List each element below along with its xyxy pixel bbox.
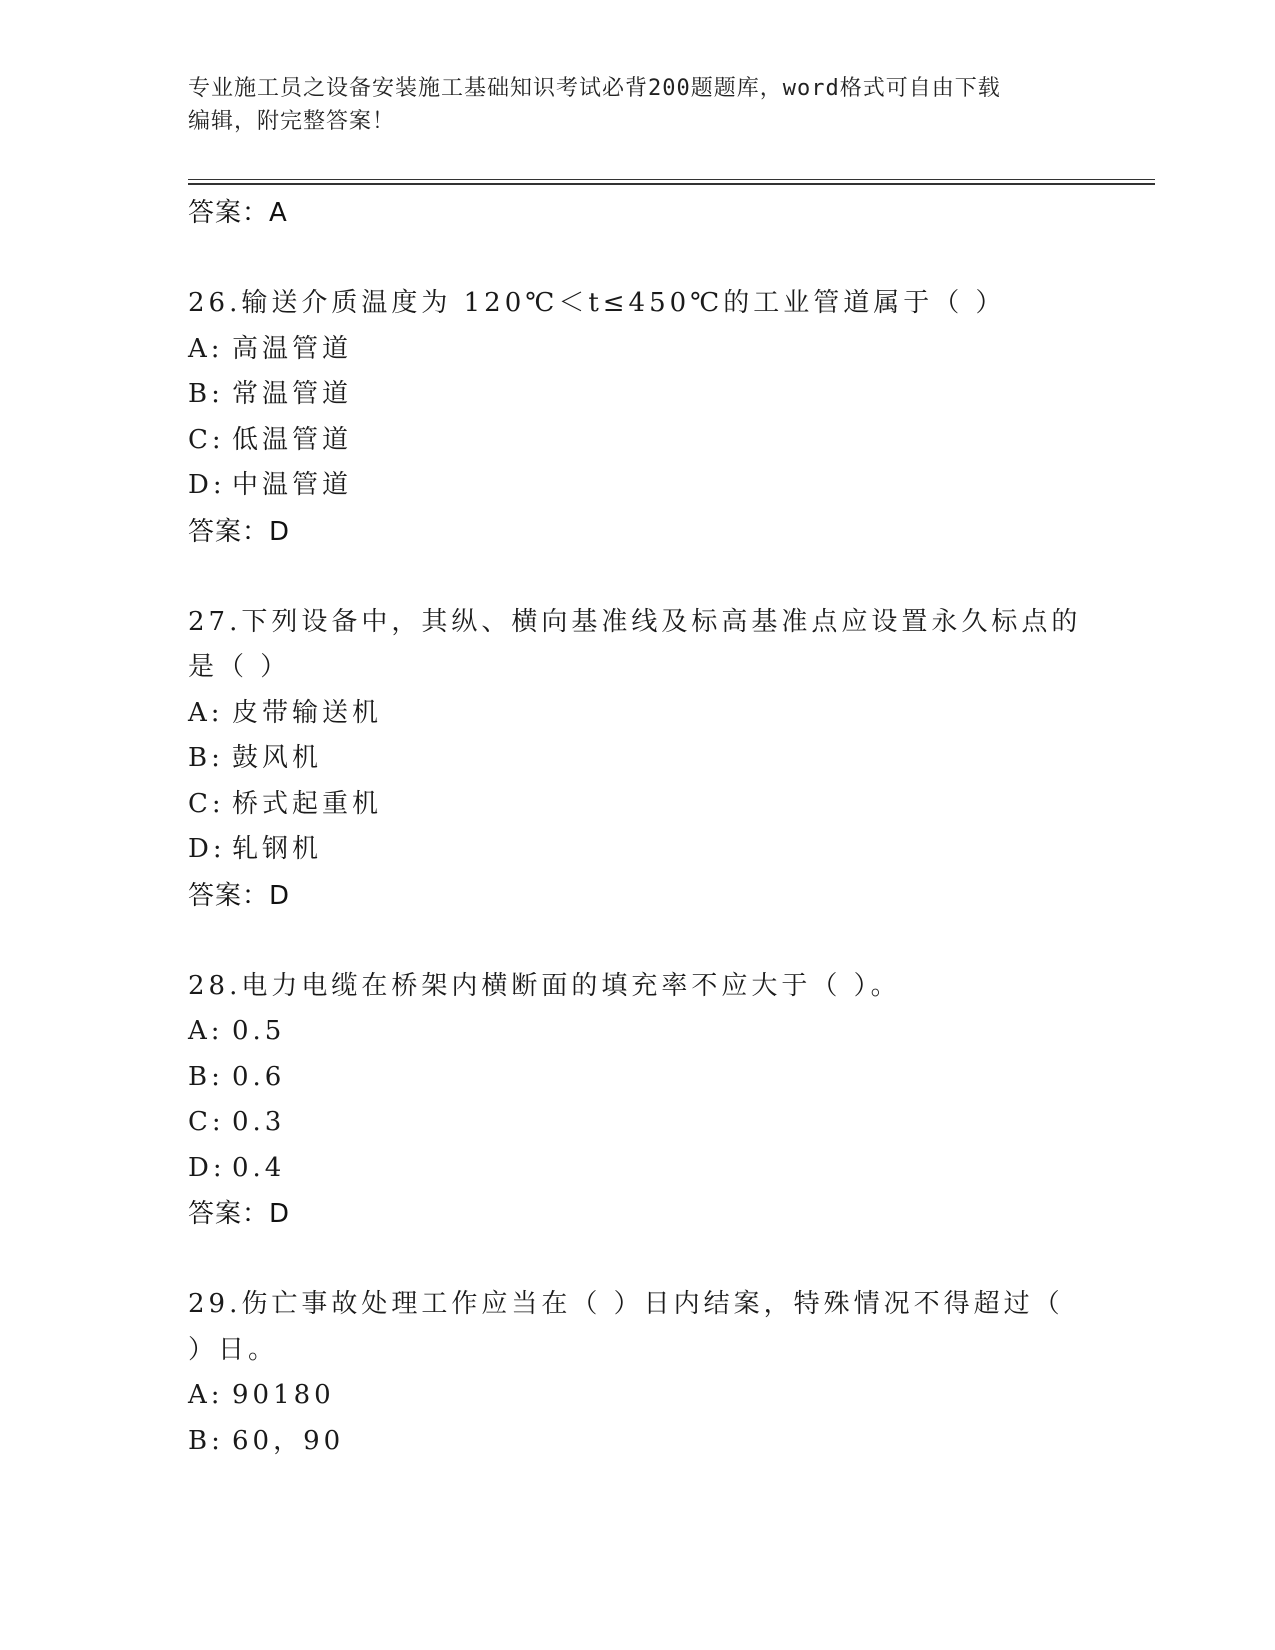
option-text: 桥式起重机 (232, 788, 383, 819)
question-text: 29.伤亡事故处理工作应当在（ ）日内结案，特殊情况不得超过（ ）日。 (188, 1289, 1064, 1365)
spacer (188, 1237, 1088, 1282)
option-letter: A: (188, 1380, 224, 1410)
document-header (188, 72, 1068, 138)
option-d (188, 827, 1088, 873)
option-text: 0.5 (232, 1016, 286, 1046)
question-text: 28.电力电缆在桥架内横断面的填充率不应大于（ ）。 (188, 970, 901, 1001)
question-text: 26.输送介质温度为 120℃＜t≤450℃的工业管道属于（ ） (188, 288, 1006, 318)
option-a (188, 1373, 1088, 1419)
option-text: 0.6 (232, 1061, 286, 1092)
answer-line: 答案：D (188, 1199, 291, 1229)
question-text: 27.下列设备中，其纵、横向基准线及标高基准点应设置永久标点的是（ ） (188, 606, 1082, 682)
option-b (188, 1055, 1088, 1101)
answer-line: 答案：A (188, 198, 288, 228)
option-c (188, 782, 1088, 828)
option-text: 高温管道 (232, 333, 353, 364)
option-a (188, 327, 1088, 373)
option-c (188, 418, 1088, 464)
option-letter: D: (188, 1152, 226, 1183)
option-a (188, 691, 1088, 737)
option-letter: A: (188, 697, 224, 728)
question-content (188, 190, 1088, 1464)
option-text: 0.3 (232, 1107, 286, 1137)
question-block (188, 964, 1088, 1238)
option-text: 低温管道 (232, 424, 353, 455)
header-line-1: 专业施工员之设备安装施工基础知识考试必背200题题库，word格式可自由下载 (188, 76, 1001, 101)
option-text: 常温管道 (232, 379, 353, 409)
question-block (188, 1282, 1088, 1464)
option-text: 60，90 (232, 1425, 345, 1456)
spacer (188, 236, 1088, 281)
header-rule-thin (188, 179, 1155, 180)
option-d (188, 1146, 1088, 1192)
option-letter: B: (188, 1425, 224, 1456)
option-b (188, 736, 1088, 782)
spacer (188, 919, 1088, 964)
option-letter: B: (188, 379, 224, 409)
option-letter: A: (188, 333, 224, 364)
option-text: 轧钢机 (232, 834, 323, 864)
option-letter: C: (188, 788, 225, 819)
option-letter: C: (188, 1107, 225, 1137)
question-block (188, 281, 1088, 555)
option-b (188, 1419, 1088, 1465)
option-b (188, 372, 1088, 418)
spacer (188, 555, 1088, 600)
option-text: 中温管道 (232, 470, 353, 500)
option-text: 皮带输送机 (232, 697, 383, 728)
question-block (188, 600, 1088, 919)
option-text: 0.4 (232, 1152, 286, 1183)
option-c (188, 1100, 1088, 1146)
option-letter: B: (188, 1061, 224, 1092)
answer-line: 答案：D (188, 880, 291, 911)
option-letter: D: (188, 834, 226, 864)
option-text: 90180 (232, 1380, 335, 1410)
option-a (188, 1009, 1088, 1055)
answer-line: 答案：D (188, 516, 291, 547)
header-line-2: 编辑，附完整答案！ (188, 109, 396, 134)
option-letter: A: (188, 1016, 224, 1046)
option-text: 鼓风机 (232, 743, 323, 773)
header-rule-thick (188, 183, 1155, 185)
option-letter: C: (188, 424, 225, 455)
option-letter: D: (188, 470, 226, 500)
option-d (188, 463, 1088, 509)
option-letter: B: (188, 743, 224, 773)
